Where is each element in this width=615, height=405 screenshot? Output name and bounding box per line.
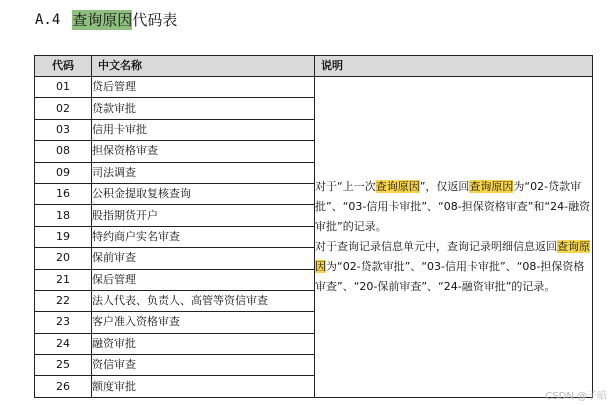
row-code: 20 (35, 248, 92, 269)
section-heading (35, 10, 177, 30)
table-row (35, 77, 593, 98)
description-cell (315, 77, 593, 398)
row-name: 保后管理 (92, 269, 315, 290)
row-name: 贷后管理 (92, 77, 315, 98)
row-code: 26 (35, 376, 92, 397)
description-text: 对于查询记录信息单元中，查询记录明细信息返回 (315, 239, 557, 253)
section-title-highlight: 查询原因 (72, 11, 133, 29)
table-header-row (35, 56, 593, 77)
section-title-rest: 代码表 (132, 11, 178, 29)
header-name: 中文名称 (92, 56, 315, 77)
row-name: 保前审查 (92, 248, 315, 269)
row-code: 21 (35, 269, 92, 290)
row-name: 股指期货开户 (92, 205, 315, 226)
header-code: 代码 (35, 56, 92, 77)
row-code: 24 (35, 333, 92, 354)
description-text: 对于“上一次 (315, 179, 376, 193)
row-name: 额度审批 (92, 376, 315, 397)
section-number: A.4 (35, 12, 61, 28)
watermark: CSDN @子暗 (545, 391, 607, 402)
row-code: 08 (35, 141, 92, 162)
row-code: 23 (35, 312, 92, 333)
row-name: 信用卡审批 (92, 119, 315, 140)
row-name: 特约商户实名审查 (92, 226, 315, 247)
row-code: 18 (35, 205, 92, 226)
row-name: 贷款审批 (92, 98, 315, 119)
row-code: 19 (35, 226, 92, 247)
description-paragraph-1 (315, 177, 592, 237)
row-code: 02 (35, 98, 92, 119)
row-name: 担保资格审查 (92, 141, 315, 162)
header-description: 说明 (315, 56, 593, 77)
highlighted-term: 查询原因 (315, 239, 590, 273)
row-code: 16 (35, 183, 92, 204)
description-text: 为“02-贷款审批”、“03-信用卡审批”、“08-担保资格审查”、“20-保前审查”、“24-融资审批”的记录。 (315, 259, 585, 293)
row-code: 09 (35, 162, 92, 183)
row-name: 公积金提取复核查询 (92, 183, 315, 204)
description-paragraph-2 (315, 237, 592, 297)
description-text: ”，仅返回 (419, 179, 470, 193)
row-name: 融资审批 (92, 333, 315, 354)
row-name: 资信审查 (92, 355, 315, 376)
description-text: 为“02-贷款审批”、“03-信用卡审批”、“08-担保资格审查”和“24-融资审批”的记录。 (315, 179, 591, 233)
highlighted-term: 查询原因 (375, 179, 420, 193)
highlighted-term: 查询原因 (469, 179, 514, 193)
row-code: 25 (35, 355, 92, 376)
row-code: 22 (35, 290, 92, 311)
row-code: 01 (35, 77, 92, 98)
row-name: 法人代表、负责人、高管等资信审查 (92, 290, 315, 311)
row-code: 03 (35, 119, 92, 140)
row-name: 司法调查 (92, 162, 315, 183)
reason-code-table (34, 55, 593, 398)
row-name: 客户准入资格审查 (92, 312, 315, 333)
